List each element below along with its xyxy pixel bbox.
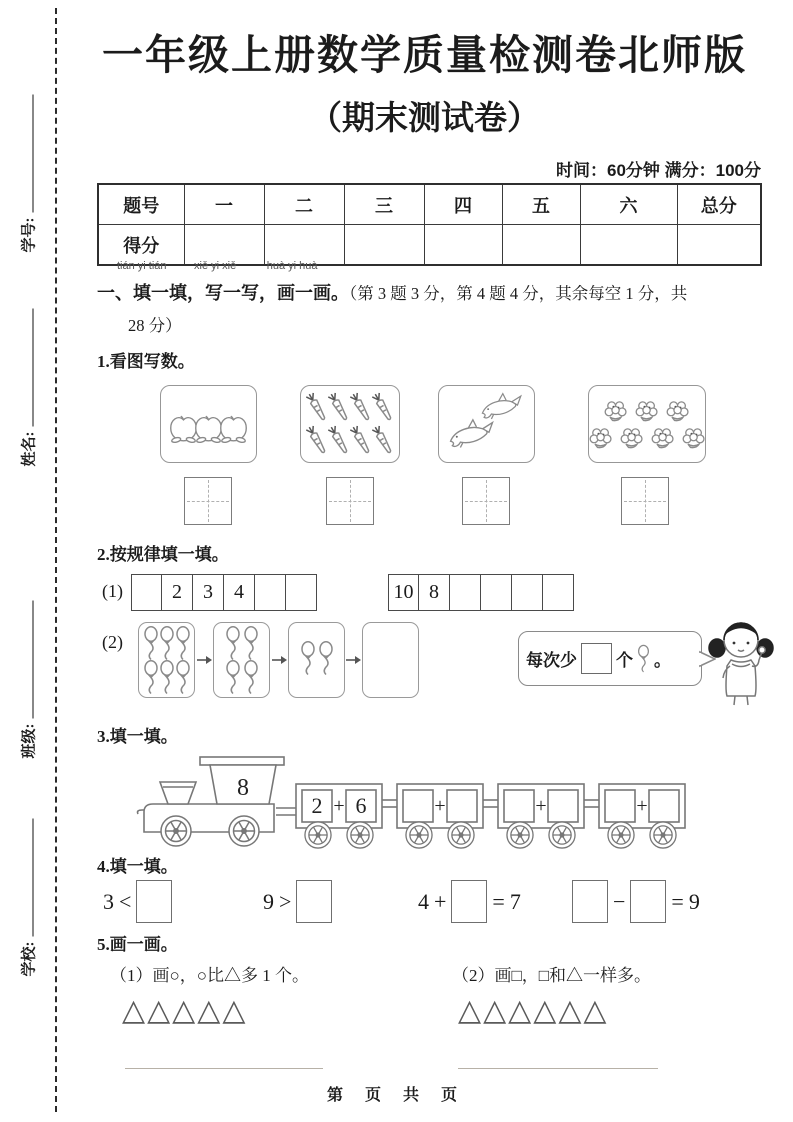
score-table-header-cell: 一 [184,184,264,225]
bubble-text-prefix: 每次少 [526,651,577,670]
student-id-field [18,73,39,253]
time-score-info: 时间：60分钟 满分：100分 [556,161,761,180]
answer-box[interactable] [296,880,332,923]
q2-balloon-box-4 [213,622,270,698]
triangle-shape: △ [197,994,223,1027]
engine-number: 8 [237,775,249,801]
q5-label: 5.画一画。 [97,935,178,954]
balloon-icon [143,660,159,694]
train-answer-box[interactable] [605,790,635,822]
q5-drawing-line-1[interactable] [125,1068,323,1069]
number: 7 [509,888,521,914]
section-one-points-cont: 28 分） [128,316,182,335]
q2-balloon-box-2 [288,622,345,698]
triangle-shape: △ [172,994,198,1027]
score-cell[interactable] [424,225,502,266]
score-cell[interactable] [264,225,344,266]
balloon-icon [637,643,650,674]
school-label: 学校: [21,941,38,977]
q1-writing-grid[interactable] [462,477,510,525]
score-cell[interactable] [344,225,424,266]
score-table-header-cell: 四 [424,184,502,225]
balloon-icon [242,626,260,660]
balloon-icon [143,626,159,660]
balloon-icon [224,626,242,660]
q5-triangle-row-1 [122,996,247,1026]
flower-icon [681,425,707,451]
triangle-shape: △ [483,994,509,1027]
plus-sign: + [434,888,447,914]
balloon-icon [224,660,242,694]
pinyin-annotation: tián yi tián xiě yi xiě huà yi huà [117,260,318,272]
score-cell[interactable] [677,225,761,266]
triangle-shape: △ [147,994,173,1027]
dolphin-icon [447,418,497,452]
school-field [18,797,39,977]
peach-icon [218,413,249,445]
score-cell[interactable] [580,225,677,266]
q5-triangle-row-2 [458,996,608,1026]
triangle-shape: △ [558,994,584,1027]
balloon-icon [159,626,175,660]
class-label: 班级: [21,723,38,759]
greater-than-sign: > [279,888,292,914]
flower-icon [603,398,629,424]
q1-label: 1.看图写数。 [97,352,195,371]
student-id-label: 学号: [21,217,38,253]
name-label: 姓名: [21,431,38,467]
score-table-header-cell: 二 [264,184,344,225]
page-subtitle: （期末测试卷） [309,99,540,136]
q2-balloon-box-6 [138,622,195,698]
score-table-header-cell: 六 [580,184,677,225]
q3-label: 3.填一填。 [97,727,178,746]
school-blank[interactable] [33,819,34,937]
right-arrow-icon [197,655,212,665]
score-row-label: 得分 [98,225,184,266]
section-one-heading [97,279,687,305]
car-number: 6 [355,793,367,818]
number: 3 [103,888,114,914]
train-answer-box[interactable] [504,790,534,822]
q4-equation-1 [103,880,172,923]
score-cell[interactable] [184,225,264,266]
balloon-icon [159,660,175,694]
balloon-icon [299,641,317,675]
carrot-icon [368,423,397,458]
strip-cell: 2 [162,574,193,611]
strip-cell: 10 [388,574,419,611]
balloon-icon [317,641,335,675]
dolphin-icon [479,392,525,423]
score-table [97,183,762,266]
answer-box[interactable] [572,880,608,923]
right-arrow-icon [346,655,361,665]
bubble-period: 。 [654,651,671,670]
right-arrow-icon [272,655,287,665]
q2-speech-bubble [518,631,702,686]
equals-sign: = [492,888,505,914]
strip-cell[interactable] [450,574,481,611]
triangle-shape: △ [583,994,609,1027]
q4-label: 4.填一填。 [97,857,178,876]
flower-icon [588,425,614,451]
carrot-icon [368,390,397,425]
number: 4 [418,888,429,914]
car-number: 2 [311,793,323,818]
number: 9 [688,888,700,914]
triangle-shape: △ [122,994,148,1027]
answer-box[interactable] [451,880,487,923]
bubble-answer-box[interactable] [581,643,612,674]
strip-cell[interactable] [286,574,317,611]
train-answer-box[interactable] [447,790,477,822]
plus-sign: + [636,795,648,817]
less-than-sign: < [119,888,132,914]
q4-equation-3 [418,880,521,923]
section-one-points: （第 3 题 3 分，第 4 题 4 分，其余每空 1 分，共 [349,284,688,303]
page-footer: 第 页 共 页 [326,1087,466,1104]
q1-writing-grid[interactable] [621,477,669,525]
plus-sign: + [535,795,547,817]
strip-cell[interactable] [481,574,512,611]
train-answer-box[interactable] [548,790,578,822]
score-table-header-cell: 三 [344,184,424,225]
bubble-text-suffix: 个 [616,651,633,670]
strip-cell[interactable] [131,574,162,611]
q5-part1-text: （1）画○，○比△多 1 个。 [110,966,310,985]
strip-cell[interactable] [543,574,574,611]
strip-cell[interactable] [512,574,543,611]
page-title: 一年级上册数学质量检测卷北师版 [102,32,747,78]
flower-icon [665,398,691,424]
strip-cell[interactable] [255,574,286,611]
name-blank[interactable] [33,309,34,427]
balloon-icon [242,660,260,694]
triangle-shape: △ [222,994,248,1027]
q1-picture-dolphins [438,385,535,463]
girl-illustration [703,612,779,708]
q1-picture-flowers [588,385,706,463]
plus-sign: + [333,795,345,817]
q1-picture-peaches [160,385,257,463]
margin-dashed-divider [55,8,57,1112]
balloon-icon [175,626,191,660]
plus-sign: + [434,795,446,817]
train-illustration [136,750,693,852]
number: 9 [263,888,274,914]
q5-drawing-line-2[interactable] [458,1068,658,1069]
triangle-shape: △ [533,994,559,1027]
q1-writing-grid[interactable] [326,477,374,525]
q2-part1-label: (1) [102,581,123,601]
train-answer-box[interactable] [649,790,679,822]
q2-balloon-box-answer[interactable] [362,622,419,698]
q4-equation-2 [263,880,332,923]
minus-sign: − [613,888,626,914]
flower-icon [634,398,660,424]
strip-cell: 8 [419,574,450,611]
class-field [18,579,39,759]
triangle-shape: △ [508,994,534,1027]
q1-picture-carrots [300,385,400,463]
q4-equation-4 [572,880,700,923]
flower-icon [619,425,645,451]
q5-part2-text: （2）画□，□和△一样多。 [452,966,652,985]
answer-box[interactable] [630,880,666,923]
q2-number-strip-1 [131,574,317,611]
name-field [18,287,39,467]
score-table-header-cell: 五 [502,184,580,225]
flower-icon [650,425,676,451]
train-answer-box[interactable] [403,790,433,822]
score-cell[interactable] [502,225,580,266]
student-id-blank[interactable] [33,95,34,213]
strip-cell: 3 [193,574,224,611]
class-blank[interactable] [33,601,34,719]
score-table-header-cell: 总分 [677,184,761,225]
q2-label: 2.按规律填一填。 [97,545,229,564]
balloon-icon [175,660,191,694]
section-one-title: 一、填一填，写一写，画一画。 [97,283,349,303]
triangle-shape: △ [458,994,484,1027]
equals-sign: = [671,888,684,914]
score-table-header-cell: 题号 [98,184,184,225]
q2-part2-label: (2) [102,632,123,652]
q1-writing-grid[interactable] [184,477,232,525]
train-engine [138,757,285,832]
strip-cell: 4 [224,574,255,611]
answer-box[interactable] [136,880,172,923]
q2-number-strip-2 [388,574,574,611]
